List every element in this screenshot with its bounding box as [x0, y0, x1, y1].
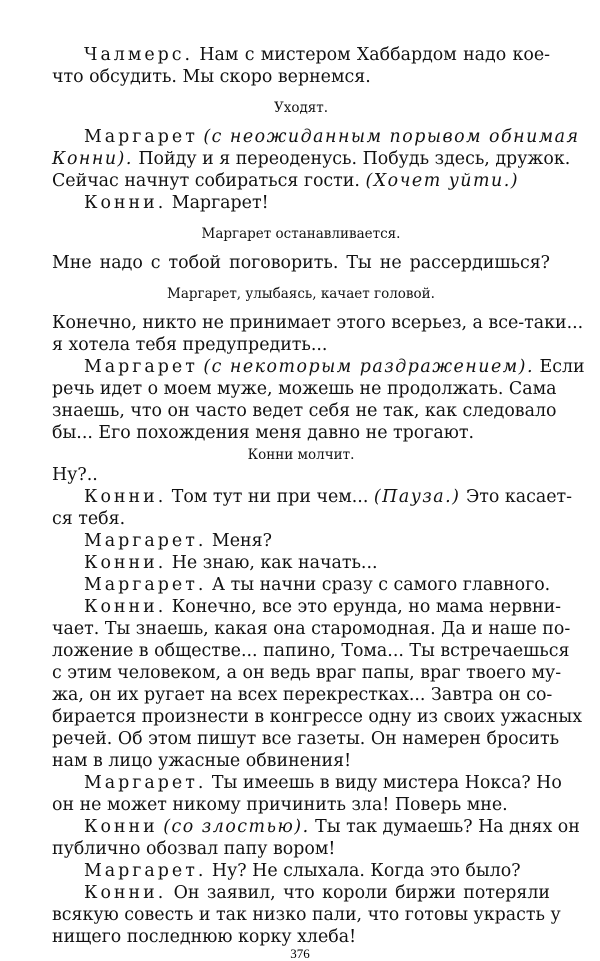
speaker-name: Чалмерс.	[84, 45, 194, 65]
speaker-name: Маргарет	[84, 127, 198, 147]
text-run: Конечно, никто не принимает этого всерьез, а все-таки...	[52, 313, 584, 333]
text-line	[84, 574, 550, 596]
text-line	[52, 904, 561, 926]
text-run: публично обозвал папу вором!	[52, 839, 336, 859]
text-line	[52, 148, 571, 170]
text-run: бы... Его похождения меня давно не трогают.	[52, 423, 475, 443]
text-line	[84, 44, 550, 66]
text-run: что обсудить. Мы скоро вернемся.	[52, 67, 371, 87]
text-line	[84, 192, 550, 214]
text-line	[84, 816, 580, 838]
page-number: 376	[290, 946, 310, 961]
text-run: Конни молчит.	[247, 447, 355, 463]
text-run: я хотела тебя предупредить...	[52, 335, 328, 355]
text-run: Конечно, все это ерунда, но мама нервни-	[166, 597, 562, 617]
text-line	[52, 170, 550, 192]
text-run: чает. Ты знаешь, какая она старомодная. Да и наше по-	[52, 619, 571, 639]
text-line	[52, 618, 571, 640]
text-run: бирается произнести в конгрессе одну из своих ужасных	[52, 707, 583, 727]
speaker-name: Маргарет	[84, 357, 198, 377]
text-line	[52, 66, 550, 88]
stage-direction	[52, 446, 550, 464]
text-run: Не знаю, как начать...	[166, 553, 378, 573]
text-line	[84, 596, 562, 618]
text-run: Он заявил, что короли биржи потеряли	[166, 883, 550, 903]
text-line	[52, 662, 562, 684]
text-line	[52, 464, 550, 486]
stage-direction-text: (с неожиданным порывом обнимая	[203, 127, 580, 147]
text-run: Маргарет, улыбаясь, качает головой.	[167, 286, 435, 302]
text-run: нищего последнюю корку хлеба!	[52, 927, 357, 947]
text-line	[52, 378, 557, 400]
text-run: А ты начни сразу с самого главного.	[206, 575, 551, 595]
speaker-name: Конни.	[84, 883, 167, 903]
text-run: ложение в обществе... папино, Тома... Ты встречаешься	[52, 641, 570, 661]
text-run: Нам с мистером Хаббардом надо кое-	[193, 45, 550, 65]
text-run: Если	[533, 357, 585, 377]
text-run: Маргарет!	[166, 193, 269, 213]
text-run: Ну? Не слыхала. Когда это было?	[206, 861, 521, 881]
text-line	[52, 422, 550, 444]
text-run: Ты имеешь в виду мистера Нокса? Но	[206, 773, 562, 793]
text-run: знаешь, что он часто ведет себя не так, как следовало	[52, 401, 557, 421]
text-line	[52, 706, 583, 728]
text-line	[52, 926, 550, 948]
stage-direction-text: (Хочет уйти.)	[365, 171, 520, 191]
text-line	[52, 728, 560, 750]
text-line	[52, 640, 570, 662]
text-run: он не может никому причинить зла! Поверь мне.	[52, 795, 508, 815]
text-run: жа, он их ругает на всех перекрестках... Завтра он со-	[52, 685, 553, 705]
speaker-name: Конни.	[84, 553, 167, 573]
text-run: всякую совесть и так низко пали, что готовы украсть у	[52, 905, 561, 925]
text-line	[84, 772, 562, 794]
text-line	[84, 552, 550, 574]
stage-direction-text: (со злостью).	[163, 817, 310, 837]
text-line	[84, 860, 550, 882]
speaker-name: Маргарет.	[84, 531, 207, 551]
stage-direction	[52, 99, 550, 117]
speaker-name: Конни	[84, 817, 158, 837]
text-line	[52, 400, 557, 422]
stage-direction	[52, 225, 550, 243]
text-line	[52, 508, 550, 530]
text-run: Мне надо с тобой поговорить. Ты не рассердишься?	[52, 253, 550, 273]
text-run: Том тут ни при чем...	[166, 487, 374, 507]
text-line	[52, 750, 550, 772]
text-run: Меня?	[206, 531, 272, 551]
text-line	[84, 356, 585, 378]
text-run: Ты так думаешь? На днях он	[309, 817, 580, 837]
speaker-name: Маргарет.	[84, 861, 207, 881]
text-line	[52, 252, 550, 274]
text-run: Уходят.	[273, 100, 329, 116]
text-run: речей. Об этом пишут все газеты. Он намерен бросить	[52, 729, 560, 749]
stage-direction	[52, 285, 550, 303]
stage-direction-text: Конни).	[52, 149, 133, 169]
text-run: нам в лицо ужасные обвинения!	[52, 751, 352, 771]
text-line	[84, 882, 550, 904]
text-run: с этим человеком, а он ведь враг папы, враг твоего му-	[52, 663, 562, 683]
text-line	[84, 530, 550, 552]
stage-direction-text: (с некоторым раздражением).	[203, 357, 534, 377]
speaker-name: Конни.	[84, 193, 167, 213]
text-line	[84, 126, 580, 148]
text-run: Ну?..	[52, 465, 98, 485]
text-run: речь идет о моем муже, можешь не продолжать. Сама	[52, 379, 557, 399]
speaker-name: Конни.	[84, 597, 167, 617]
text-run: Сейчас начнут собираться гости.	[52, 171, 366, 191]
text-run: ся тебя.	[52, 509, 126, 529]
speaker-name: Маргарет.	[84, 773, 207, 793]
stage-direction-text: (Пауза.)	[373, 487, 461, 507]
text-line	[84, 486, 573, 508]
text-line	[52, 794, 550, 816]
text-line	[52, 334, 550, 356]
text-run: Маргарет останавливается.	[201, 226, 401, 242]
text-line	[52, 684, 553, 706]
speaker-name: Маргарет.	[84, 575, 207, 595]
text-run: Пойду и я переоденусь. Побудь здесь, дружок.	[132, 149, 571, 169]
text-line	[52, 838, 550, 860]
speaker-name: Конни.	[84, 487, 167, 507]
text-run: Это касает-	[460, 487, 573, 507]
text-line	[52, 312, 584, 334]
